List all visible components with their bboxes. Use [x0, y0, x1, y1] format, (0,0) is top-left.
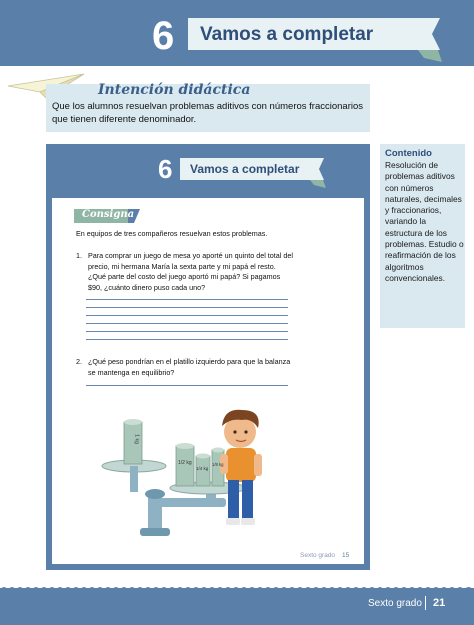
answer-line[interactable]	[86, 299, 288, 300]
content-text: Resolución de problemas aditivos con números naturales, decimales y fraccionarios, variando la estructura de los problemas. Estudio o reafirmación de los algoritmos convencionales.	[385, 160, 464, 283]
student-lesson-title: Vamos a completar	[190, 162, 300, 176]
intention-text: Que los alumnos resuelvan problemas aditivos con números fraccionarios que tienen diferente denominador.	[52, 101, 364, 125]
lesson-title: Vamos a completar	[200, 24, 374, 45]
footer-grade: Sexto grado	[368, 598, 422, 609]
intention-title: Intención didáctica	[98, 82, 251, 98]
balance-scale-illustration	[96, 404, 272, 540]
student-footer-page: 15	[342, 552, 350, 559]
footer-separator	[425, 596, 426, 610]
problem-1	[76, 251, 298, 293]
content-title: Contenido	[385, 148, 432, 159]
answer-line[interactable]	[86, 331, 288, 332]
problem-2	[76, 357, 298, 378]
scalloped-edge-top	[0, 60, 474, 70]
problem-text: ¿Qué peso pondrían en el platillo izquierdo para que la balanza se mantenga en equilibrio?	[88, 357, 291, 377]
consigna-label: Consigna 1	[82, 209, 145, 220]
lesson-number: 6	[152, 14, 175, 58]
answer-line[interactable]	[86, 323, 288, 324]
weight-label-3: 1/8 kg	[212, 462, 224, 467]
answer-line[interactable]	[86, 385, 288, 386]
footer-page-number: 21	[433, 597, 446, 609]
answer-line[interactable]	[86, 315, 288, 316]
answer-line[interactable]	[86, 307, 288, 308]
weight-label-1: 1/2 kg	[178, 460, 192, 466]
weight-label-left: 1 kg	[133, 434, 140, 444]
problem-text: Para comprar un juego de mesa yo aporté un quinto del total del precio, mi hermana María la sexta parte y mi papá el resto. ¿Qué parte del costo del juego aportó mi papá? Si pagamos $90, ¿cuánto dinero puso cada uno?	[88, 251, 293, 292]
student-ribbon-tail	[310, 158, 330, 188]
student-footer-grade: Sexto grado	[300, 552, 336, 559]
ribbon-tail	[418, 18, 448, 62]
weight-label-2: 1/4 kg	[196, 466, 209, 471]
problem-number: 2.	[76, 357, 82, 366]
answer-line[interactable]	[86, 339, 288, 340]
student-lesson-number: 6	[158, 154, 173, 184]
instructions: En equipos de tres compañeros resuelvan estos problemas.	[76, 229, 268, 238]
problem-number: 1.	[76, 251, 82, 260]
